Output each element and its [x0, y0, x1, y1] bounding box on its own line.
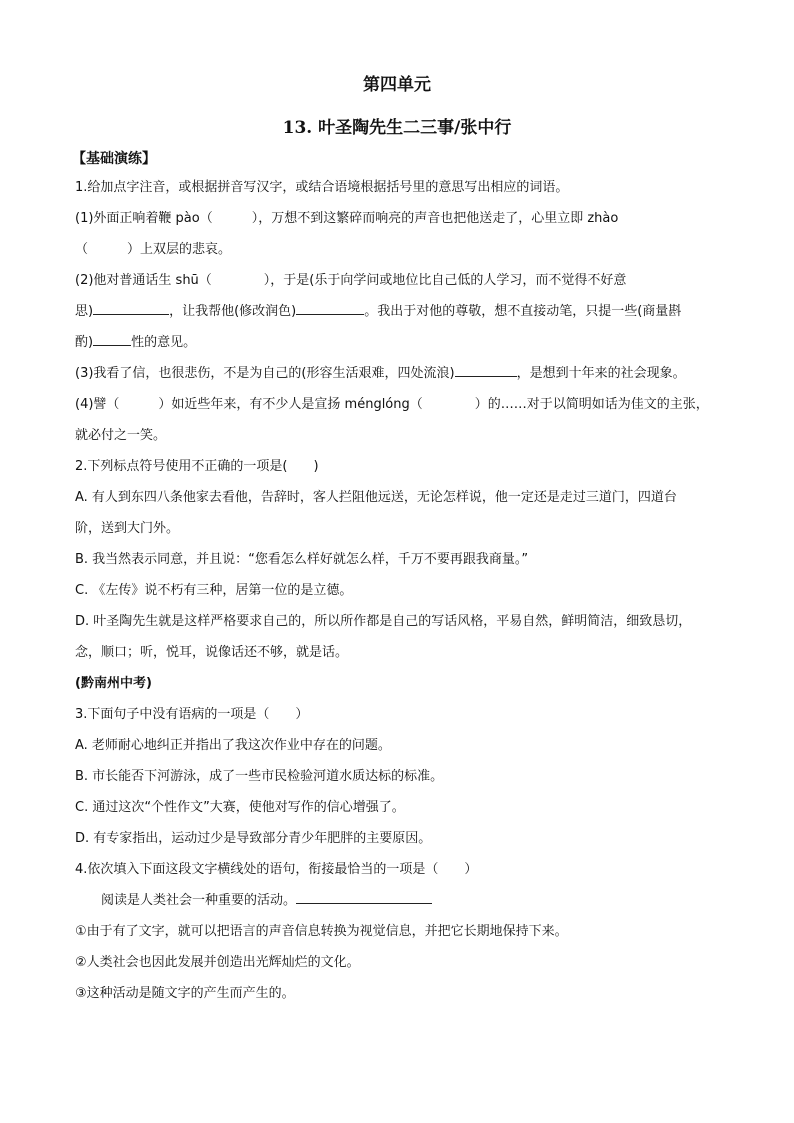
answer-blank[interactable]: [296, 889, 432, 904]
q2-option-a-line1: A. 有人到东四八条他家去看他，告辞时，客人拦阻他远送，无论怎样说，他一定还是走过三道门，四道台: [75, 490, 677, 505]
answer-blank[interactable]: [93, 300, 169, 315]
q3-option-a: A. 老师耐心地纠正并指出了我这次作业中存在的问题。: [75, 738, 391, 753]
q2-stem: 2.下列标点符号使用不正确的一项是( ): [75, 459, 319, 474]
q4-option-2: ②人类社会也因此发展并创造出光辉灿烂的文化。: [75, 955, 360, 970]
q4-lead-text: 阅读是人类社会一种重要的活动。: [101, 893, 297, 908]
q1-sub3-text-a: (3)我看了信，也很悲伤，不是为自己的(形容生活艰难，四处流浪): [75, 366, 455, 381]
q2-option-a-line2: 阶，送到大门外。: [75, 521, 180, 536]
q1-stem: 1.给加点字注音，或根据拼音写汉字，或结合语境根据括号里的意思写出相应的词语。: [75, 180, 569, 195]
q3-option-c: C. 通过这次“个性作文”大赛，使他对写作的信心增强了。: [75, 800, 405, 815]
q1-sub2-line2: [75, 296, 725, 327]
q1-sub3: [75, 358, 725, 389]
questions-body: [75, 172, 725, 1009]
q1-sub4-line2: 就必付之一笑。: [75, 428, 167, 443]
section-basic-practice: 【基础演练】: [72, 151, 156, 167]
unit-title: 第四单元: [363, 75, 431, 95]
q3-option-b: B. 市长能否下河游泳，成了一些市民检验河道水质达标的标准。: [75, 769, 444, 784]
q1-sub2-line3: [75, 327, 725, 358]
lesson-title: 13. 叶圣陶先生二三事/张中行: [282, 118, 512, 138]
q3-stem: 3.下面句子中没有语病的一项是（ ）: [75, 707, 309, 722]
q2-option-b: B. 我当然表示同意，并且说：“您看怎么样好就怎么样，千万不要再跟我商量。”: [75, 552, 529, 567]
q1-sub2-line1: (2)他对普通话生 shū（ ），于是(乐于向学问或地位比自己低的人学习，而不觉得不好意: [75, 273, 627, 288]
q1-sub2-text-c: 。我出于对他的尊敬，想不直接动笔，只提一些(商量斟: [364, 304, 682, 319]
q1-sub2-text-a: 思): [75, 304, 94, 319]
q3-option-d: D. 有专家指出，运动过少是导致部分青少年肥胖的主要原因。: [75, 831, 432, 846]
q2-option-d-line1: D. 叶圣陶先生就是这样严格要求自己的，所以所作都是自己的写话风格，平易自然，鲜明简洁，细致恳切，: [75, 614, 692, 629]
q2-option-d-line2: 念，顺口；听，悦耳，说像话还不够，就是话。: [75, 645, 349, 660]
answer-blank[interactable]: [455, 362, 517, 377]
q1-sub4-line1: (4)譬（ ）如近些年来，有不少人是宣扬 ménglóng（ ）的……对于以简明如话为佳文的主张，: [75, 397, 709, 412]
q2-option-c: C. 《左传》说不朽有三种，居第一位的是立德。: [75, 583, 353, 598]
q1-sub1-line2: （ ）上双层的悲哀。: [75, 242, 232, 257]
q4-stem: 4.依次填入下面这段文字横线处的语句，衔接最恰当的一项是（ ）: [75, 862, 478, 877]
q1-sub1-line1: (1)外面正响着鞭 pào（ ），万想不到这繁碎而响亮的声音也把他送走了，心里立即 zhào: [75, 211, 619, 226]
q4-option-1: ①由于有了文字，就可以把语言的声音信息转换为视觉信息，并把它长期地保持下来。: [75, 924, 568, 939]
q1-sub2-text-e: 性的意见。: [131, 335, 197, 350]
section-exam-source: (黔南州中考): [75, 676, 152, 691]
q4-option-3: ③这种活动是随文字的产生而产生的。: [75, 986, 295, 1001]
answer-blank[interactable]: [93, 331, 131, 346]
answer-blank[interactable]: [296, 300, 364, 315]
q4-lead: [75, 885, 725, 916]
q1-sub2-text-d: 酌): [75, 335, 94, 350]
q1-sub2-text-b: ，让我帮他(修改润色): [169, 304, 297, 319]
q1-sub3-text-b: ，是想到十年来的社会现象。: [516, 366, 686, 381]
